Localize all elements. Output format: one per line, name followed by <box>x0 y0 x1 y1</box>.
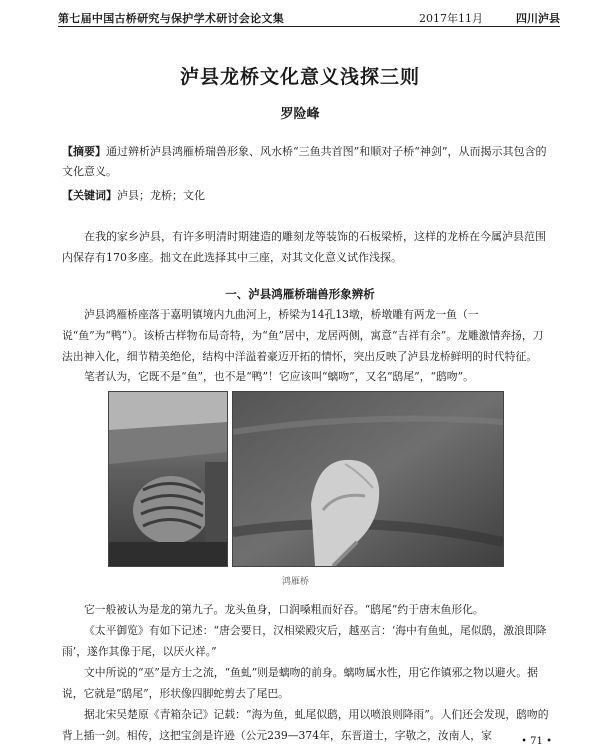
body-paragraph: 笔者认为，它既不是“鱼”，也不是“鸭”！它应该叫“螭吻”，又名“鸱尾”，“鸱吻”。 <box>84 370 474 383</box>
section-heading: 一、泸县鸿雁桥瑞兽形象辨析 <box>225 287 375 301</box>
keywords-label: 【关键词】 <box>62 189 117 202</box>
bridge-carving-photo-right <box>232 391 504 567</box>
abstract <box>62 142 552 182</box>
abstract-label: 【摘要】 <box>62 145 106 158</box>
abstract-text: 通过辨析泸县鸿雁桥瑞兽形象、风水桥“三鱼共首图”和顺对子桥“神剑”，从而揭示其包含的文化意义。 <box>62 145 547 178</box>
paper-title: 泸县龙桥文化意义浅探三则 <box>179 66 420 88</box>
bridge-carving-photo-left <box>108 391 228 567</box>
body-paragraph: 据北宋吴楚原《青箱杂记》记载：“海为鱼，虬尾似鸱，用以喷浪则降雨”。人们还会发现，鸱吻的背上插一剑。相传，这把宝剑是许逊（公元239—374年，东晋道士，字敬之，汝南人，家 <box>62 708 549 742</box>
body-paragraph: 泸县鸿雁桥座落于嘉明镇境内九曲河上，桥梁为14孔13墩，桥墩雕有两龙一鱼（一说“鱼”为“鸭”）。该桥古样物布局奇特，为“鱼”居中，龙居两侧，寓意“吉祥有余”。龙雕激情奔扬，刀法出神入化，细节精美绝伦，结构中洋溢着豪迈开拓的情怀，突出反映了泸县龙桥鲜明的时代特征。 <box>62 308 544 363</box>
body-paragraph: 《太平御览》有如下记述：“唐会要日，汉相梁殿灾后，越巫言：‘海中有鱼虬，尾似鸱，激浪即降雨’，遂作其像于尾，以厌火祥。” <box>62 624 547 658</box>
body-paragraph: 它一般被认为是龙的第九子。龙头鱼身，口润嗓粗而好吞。“鸱尾”约于唐末鱼形化。 <box>84 603 484 616</box>
conference-location: 四川泸县 <box>516 12 560 25</box>
author-name: 罗险峰 <box>280 107 320 122</box>
page-number: • 71 • <box>521 736 552 747</box>
publication-date: 2017年11月 <box>419 12 483 25</box>
running-header <box>58 8 560 27</box>
keywords-text: 泸县；龙桥；文化 <box>117 189 205 202</box>
body-paragraph: 文中所说的“巫”是方士之流，“鱼虬”则是螭吻的前身。螭吻属水性，用它作镇邪之物以避火。据说，它就是“鸱尾”，形状像四脚蛇剪去了尾巴。 <box>62 666 538 700</box>
figure-caption: 鸿雁桥 <box>282 577 310 587</box>
intro-paragraph: 在我的家乡泸县，有许多明清时期建造的雕刻龙等装饰的石板梁桥，这样的龙桥在今属泸县范围内保存有170多座。拙文在此选择其中三座，对其文化意义试作浅探。 <box>62 230 546 264</box>
keywords <box>62 187 552 203</box>
proceedings-title: 第七届中国古桥研究与保护学术研讨会论文集 <box>58 12 284 25</box>
